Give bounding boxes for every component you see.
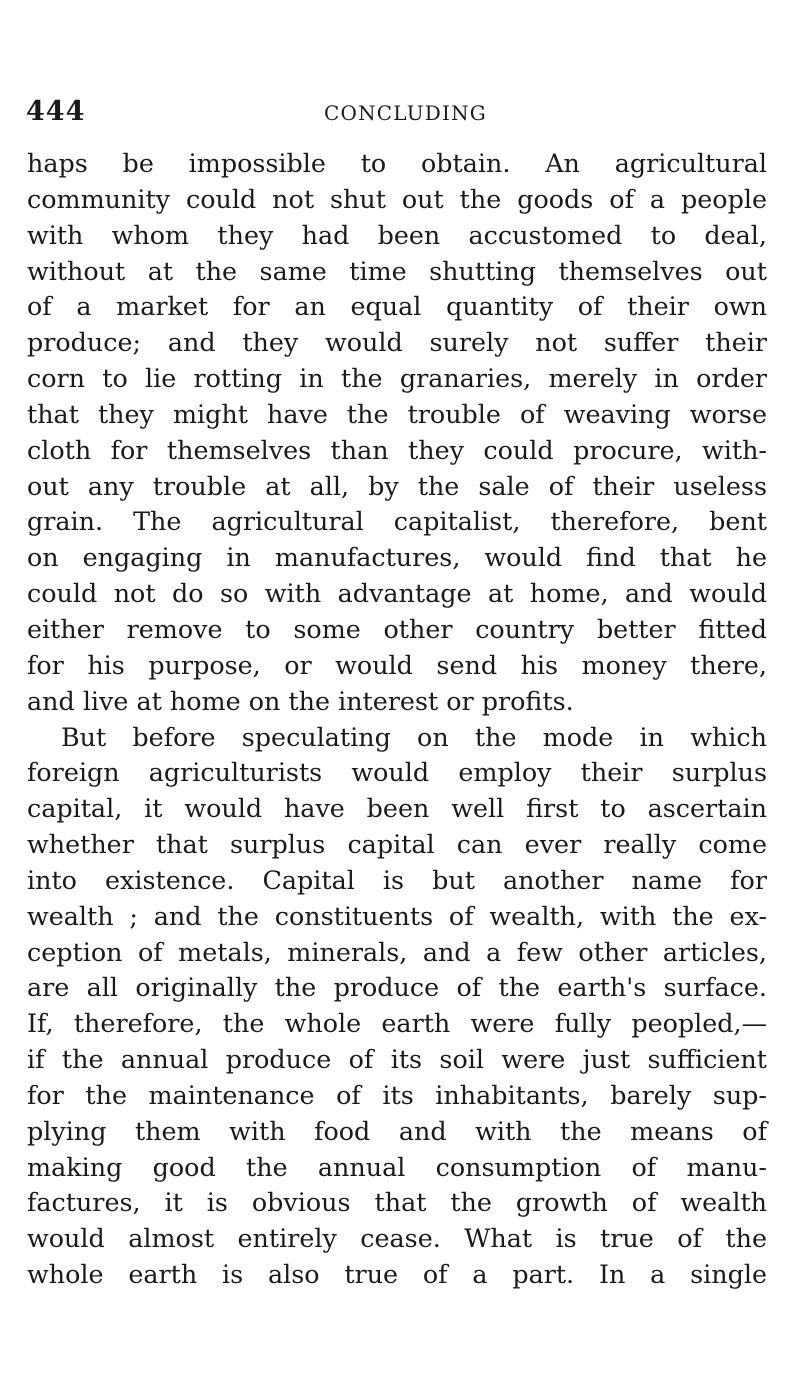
text-line: could not do so with advantage at home, and would (27, 578, 767, 609)
text-line: into existence. Capital is but another name for (27, 864, 767, 895)
paragraph-end-line: and live at home on the interest or profits. (27, 685, 574, 716)
text-line: that they might have the trouble of weaving worse (27, 398, 767, 429)
text-line: ception of metals, minerals, and a few other articles, (27, 936, 767, 967)
text-line: out any trouble at all, by the sale of their useless (27, 470, 767, 501)
text-line: capital, it would have been well first to ascertain (27, 793, 767, 824)
text-line: community could not shut out the goods of a people (27, 183, 767, 214)
text-line: factures, it is obvious that the growth of wealth (27, 1187, 767, 1218)
text-line: without at the same time shutting themselves out (27, 255, 767, 286)
text-line: wealth ; and the constituents of wealth, with the ex- (27, 900, 767, 931)
text-line: on engaging in manufactures, would find that he (27, 542, 767, 573)
text-line: plying them with food and with the means of (27, 1115, 767, 1146)
text-line: If, therefore, the whole earth were fully peopled,— (27, 1008, 767, 1039)
body-text (27, 146, 767, 1293)
text-line: produce; and they would surely not suffer their (27, 327, 767, 358)
text-line: are all originally the produce of the earth's surface. (27, 972, 767, 1003)
text-line: whole earth is also true of a part. In a single (27, 1259, 767, 1290)
running-header (26, 96, 786, 132)
text-line: grain. The agricultural capitalist, therefore, bent (27, 506, 767, 537)
text-line: for the maintenance of its inhabitants, barely sup- (27, 1079, 767, 1110)
text-line: for his purpose, or would send his money there, (27, 649, 767, 680)
text-line: foreign agriculturists would employ their surplus (27, 757, 767, 788)
running-title: CONCLUDING (324, 101, 487, 125)
text-line: if the annual produce of its soil were just sufficient (27, 1044, 767, 1075)
paragraph-start-line: But before speculating on the mode in which (61, 721, 767, 752)
text-line: would almost entirely cease. What is true of the (27, 1223, 767, 1254)
page-number: 444 (26, 96, 86, 127)
text-line: making good the annual consumption of manu- (27, 1151, 767, 1182)
text-line: corn to lie rotting in the granaries, merely in order (27, 363, 767, 394)
text-line: haps be impossible to obtain. An agricultural (27, 148, 767, 178)
text-line: with whom they had been accustomed to deal, (27, 219, 767, 250)
text-line: of a market for an equal quantity of their own (27, 291, 767, 322)
text-line: whether that surplus capital can ever really come (27, 829, 767, 860)
text-line: either remove to some other country better fitted (27, 613, 767, 644)
text-line: cloth for themselves than they could procure, with- (27, 434, 767, 465)
